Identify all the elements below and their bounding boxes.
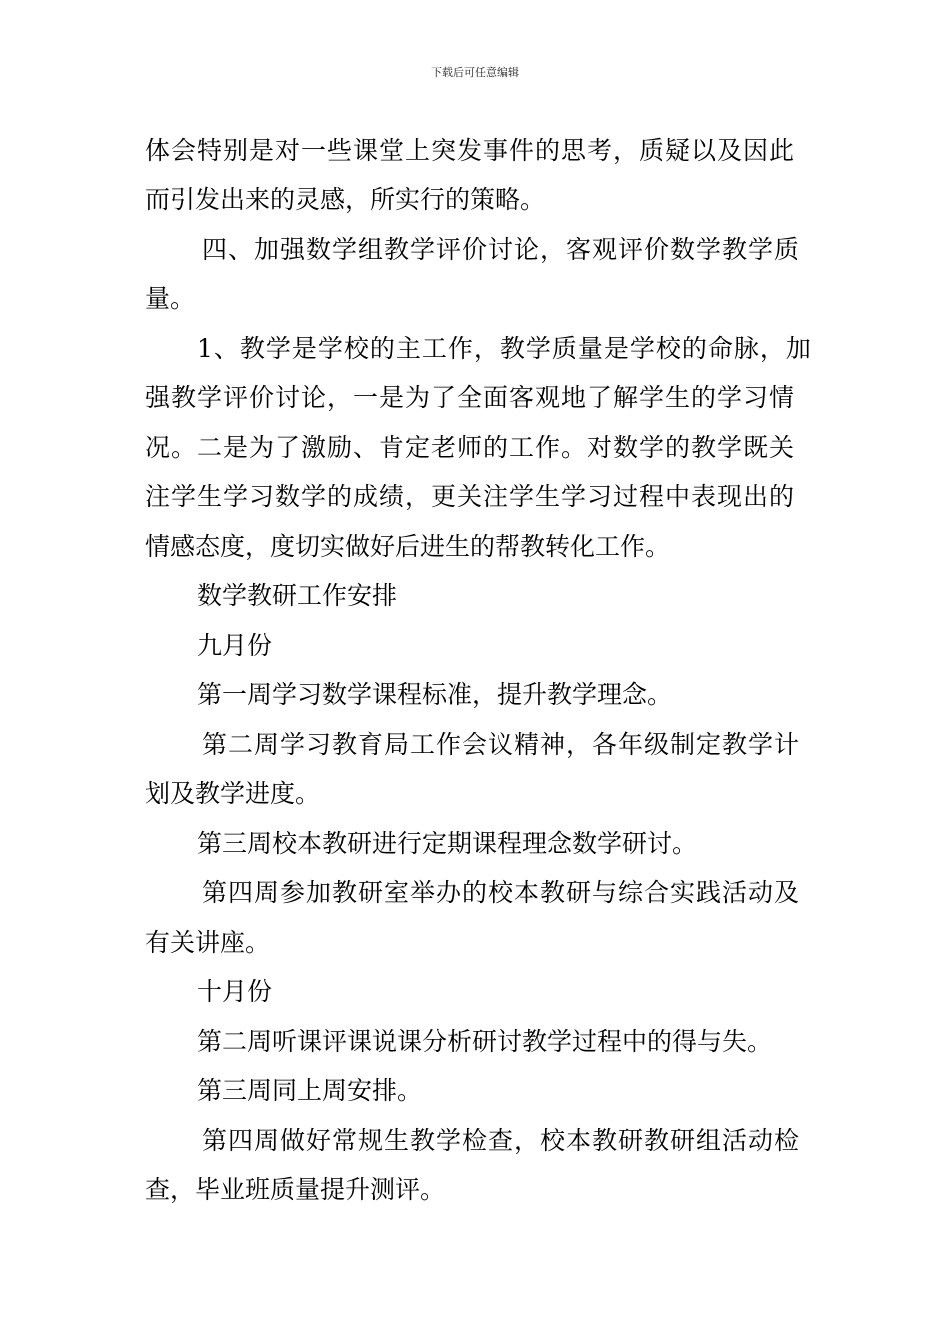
schedule-item-continued: 有关讲座。 — [145, 928, 271, 957]
schedule-item: 第二周学习教育局工作会议精神，各年级制定教学计 — [202, 730, 801, 759]
schedule-item: 第三周校本教研进行定期课程理念数学研讨。 — [197, 829, 698, 858]
schedule-item: 第三周同上周安排。 — [197, 1076, 423, 1105]
body-line-9: 情感态度，度切实做好后进生的帮教转化工作。 — [145, 532, 671, 561]
schedule-item: 第四周做好常规生教学检查，校本教研教研组活动检 — [202, 1126, 801, 1155]
month-september: 九月份 — [197, 631, 273, 660]
month-october: 十月份 — [197, 977, 273, 1006]
body-line-2: 而引发出来的灵感，所实行的策略。 — [145, 185, 546, 214]
page-header: 下载后可任意编辑 — [431, 66, 519, 79]
body-line-5: 1、教学是学校的主工作，教学质量是学校的命脉，加 — [197, 334, 812, 363]
body-line-8: 注学生学习数学的成绩，更关注学生学习过程中表现出的 — [145, 482, 796, 511]
schedule-item: 第四周参加教研室举办的校本教研与综合实践活动及 — [202, 878, 801, 907]
body-line-6: 强教学评价讨论，一是为了全面客观地了解学生的学习情 — [145, 383, 796, 412]
section-heading-4: 四、加强数学组教学评价讨论，客观评价数学教学质 — [202, 235, 801, 264]
schedule-item: 第二周听课评课说课分析研讨教学过程中的得与失。 — [197, 1027, 773, 1056]
schedule-item-continued: 划及教学进度。 — [145, 779, 321, 808]
body-line-1: 体会特别是对一些课堂上突发事件的思考，质疑以及因此 — [145, 136, 796, 165]
body-line-4: 量。 — [145, 284, 196, 313]
body-line-7: 况。二是为了激励、肯定老师的工作。对数学的教学既关 — [145, 433, 796, 462]
schedule-title: 数学教研工作安排 — [197, 581, 398, 610]
schedule-item-continued: 查，毕业班质量提升测评。 — [145, 1175, 446, 1204]
schedule-item: 第一周学习数学课程标准，提升教学理念。 — [197, 680, 673, 709]
